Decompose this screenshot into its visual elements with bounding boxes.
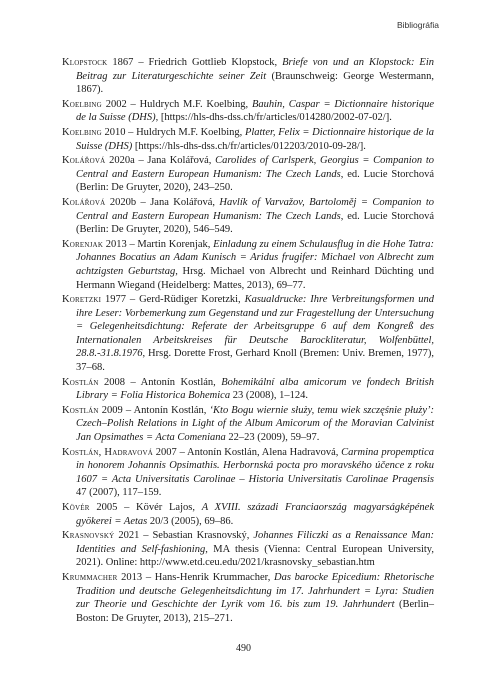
entry-author: Koelbing xyxy=(62,126,102,138)
bibliography-entry xyxy=(62,126,434,153)
entry-publication: , MA thesis (Vienna: Central European University, 2021). Online: http://www.etd.ceu.edu/2021/krasnovsky_sebastian.htm xyxy=(76,543,434,569)
entry-details: 1977 – Gerd-Rüdiger Koretzki, xyxy=(101,294,245,306)
entry-title: Kasualdrucke: Ihre Verbreitungsformen und ihre Leser: Vorbemerkung zum Gegenstand und zur Fragestellung der Untersuchung = Gelegenheitsdichtung: Referate der Arbeitsgruppe 6 auf dem Kongreß des Internationalen Arbeitskreises für Deutsche Barockliteratur, Wolfenbüttel, 28.8.-31.8.1976 xyxy=(76,294,434,360)
entry-title: Platter, Felix = Dictionnaire historique de la Suisse (DHS) xyxy=(76,126,434,152)
entry-author: Koretzki xyxy=(62,294,102,306)
page-header-section: Bibliográfia xyxy=(396,20,439,30)
entry-publication: , Hrsg. Dorette Frost, Gerhard Knoll (Bremen: Univ. Bremen, 1977), 37–68. xyxy=(76,348,434,374)
bibliography-entry xyxy=(62,293,434,375)
entry-details: 1867 – Friedrich Gottlieb Klopstock, xyxy=(107,57,283,68)
bibliography-entry xyxy=(62,571,434,625)
entry-details: 2008 – Antonín Kostlán, xyxy=(98,376,222,388)
entry-author: Kostlán, Hadravová xyxy=(62,446,153,458)
entry-publication: , ed. Lucie Storchová (Berlin: De Gruyter, 2020), 243–250. xyxy=(76,168,434,194)
entry-publication: (Braunschweig: George Westermann, 1867). xyxy=(76,70,434,96)
bibliography-entry xyxy=(62,196,434,237)
entry-author: Kövér xyxy=(62,502,90,513)
entry-publication: (Berlin–Boston: De Gruyter, 2013), 215–271. xyxy=(76,599,434,624)
bibliography-entry xyxy=(62,529,434,570)
bibliography-entry xyxy=(62,238,434,292)
entry-author: Korenjak xyxy=(62,238,104,250)
entry-title: Briefe von und an Klopstock: Ein Beitrag zur Literaturgeschichte seiner Zeit xyxy=(76,57,434,82)
entry-author: Koelbing xyxy=(62,98,102,110)
entry-author: Klopstock xyxy=(62,57,108,68)
entry-title: Das barocke Epicedium: Rhetorische Tradition und deutsche Gelegenheitsdichtung im 17. Jahrhundert = Lyra: Studien zur Theorie und Geschichte der Lyrik vom 16. bis zum 19. Jahrhundert xyxy=(76,571,434,611)
page-number: 490 xyxy=(236,643,251,654)
entry-details: 2010 – Huldrych M.F. Koelbing, xyxy=(101,126,245,138)
entry-details: 2013 – Hans-Henrik Krummacher, xyxy=(117,571,275,583)
entry-publication: , ed. Lucie Storchová (Berlin: De Gruyter, 2020), 546–549. xyxy=(76,210,434,236)
entry-publication: 22–23 (2009), 59–97. xyxy=(225,432,320,444)
entry-author: Kostlán xyxy=(62,376,99,388)
bibliography-entry xyxy=(62,404,434,445)
entry-publication: [https://hls-dhs-dss.ch/fr/articles/012203/2010-09-28/]. xyxy=(132,140,366,152)
entry-details: 2020a – Jana Kolářová, xyxy=(105,155,216,167)
entry-title: Einladung zu einem Schulausflug in die Hohe Tatra: Johannes Bocatius an Adam Kunisch = Aridus frugifer: Michael von Albrecht zum achtzigsten Geburtstag xyxy=(76,238,434,277)
entry-details: 2009 – Antonín Kostlán, xyxy=(98,404,210,416)
entry-details: 2002 – Huldrych M.F. Koelbing, xyxy=(101,98,252,110)
entry-details: 2021 – Sebastian Krasnovský, xyxy=(114,530,254,542)
entry-publication: [https://hls-dhs-dss.ch/fr/articles/014280/2002-07-02/]. xyxy=(158,112,392,124)
entry-title: ‘Kto Bogu wiernie służy, temu wiek szczęśnie płuży’: Czech–Polish Relations in Light of the Album Amicorum of the Moravian Calvinist Jan Opsimathes = Acta Comeniana xyxy=(76,404,434,444)
entry-details: 2020b – Jana Kolářová, xyxy=(105,196,220,208)
entry-author: Krasnovský xyxy=(62,530,115,542)
bibliography-entry xyxy=(62,98,434,125)
entry-publication: , Hrsg. Michael von Albrecht und Reinhard Düchting und Hermann Wiegand (Heidelberg: Mattes, 2013), 69–77. xyxy=(76,265,434,291)
entry-details: 2007 – Antonín Kostlán, Alena Hadravová, xyxy=(152,446,342,458)
entry-title: A XVIII. századi Franciaország magyarságképének gyökerei = Aetas xyxy=(76,502,434,527)
entry-author: Kostlán xyxy=(62,404,99,416)
entry-details: 2013 – Martin Korenjak, xyxy=(103,238,214,250)
entry-publication: 47 (2007), 117–159. xyxy=(76,487,162,499)
entry-publication: 23 (2008), 1–124. xyxy=(230,390,308,402)
entry-author: Kolářová xyxy=(62,155,106,167)
entry-publication: 20/3 (2005), 69–86. xyxy=(147,515,234,527)
entry-title: Bohemikální alba amicorum ve fondech British Library = Folia Historica Bohemica xyxy=(76,376,434,402)
bibliography-entry xyxy=(62,501,434,528)
entry-title: Bauhin, Caspar = Dictionnaire historique de la Suisse (DHS), xyxy=(76,98,434,124)
entry-author: Krummacher xyxy=(62,571,118,583)
bibliography-entry xyxy=(62,376,434,403)
entry-title: Havlík of Varvažov, Bartoloměj = Companion to Central and Eastern European Humanism: The Czech Lands xyxy=(76,196,434,222)
bibliography-entry xyxy=(62,154,434,195)
entry-author: Kolářová xyxy=(62,196,106,208)
entry-details: 2005 – Kövér Lajos, xyxy=(89,502,202,513)
entry-title: Carmina propemptica in honorem Johannis Opsimathis. Herbornská pocta pro moravského účence z roku 1607 = Acta Universitatis Carolinae – Historia Universitatis Carolinae Pragensis xyxy=(76,446,435,485)
entry-title: Johannes Filiczki as a Renaissance Man: Identities and Self-fashioning xyxy=(76,530,434,555)
bibliography-list xyxy=(62,56,434,626)
entry-title: Carolides of Carlsperk, Georgius = Companion to Central and Eastern European Humanism: The Czech Lands xyxy=(76,155,434,180)
bibliography-entry xyxy=(62,446,434,500)
bibliography-entry xyxy=(62,56,434,97)
